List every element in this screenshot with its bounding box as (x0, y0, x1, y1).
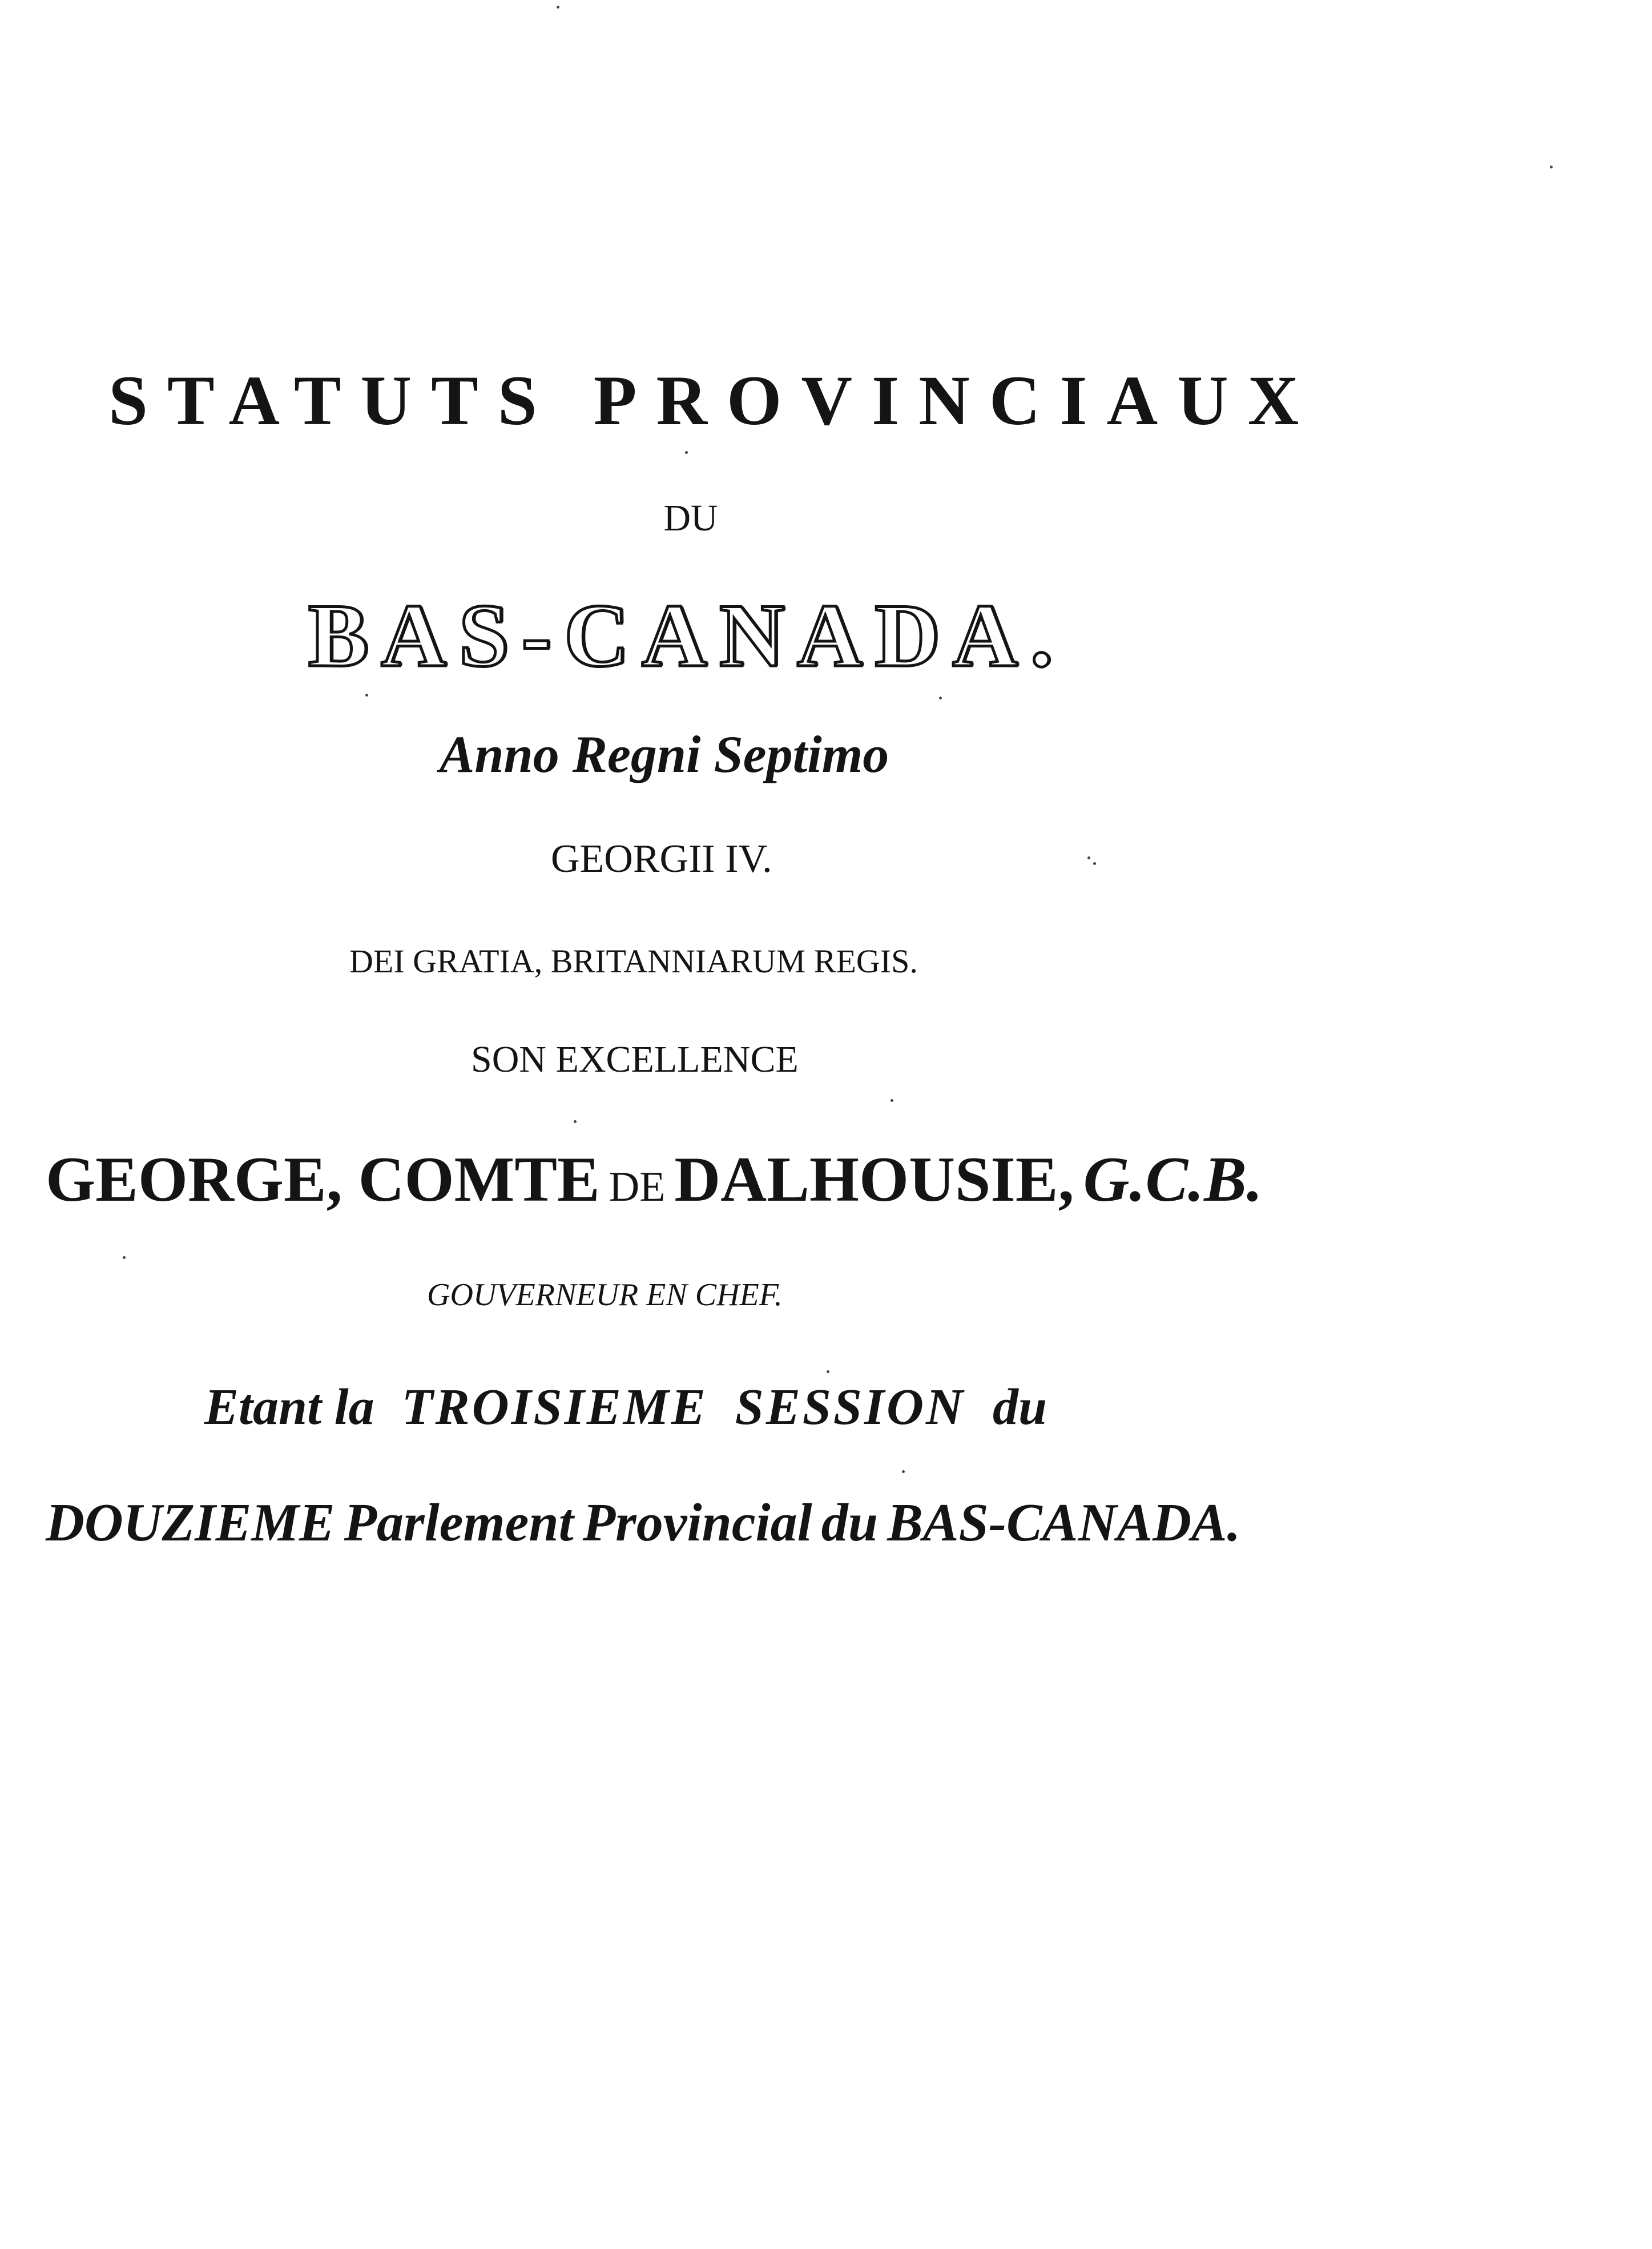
parliament-douzieme: DOUZIEME (46, 1493, 335, 1552)
anno-regni-line: Anno Regni Septimo (440, 725, 889, 783)
georgii-line: GEORGII IV. (551, 837, 772, 881)
print-speck (902, 1470, 905, 1473)
parliament-provincial: Provincial (582, 1493, 812, 1552)
print-speck (685, 451, 688, 454)
print-speck (365, 694, 368, 697)
parliament-line (46, 1493, 1439, 1552)
son-excellence-line: SON EXCELLENCE (471, 1039, 799, 1080)
du-line: DU (663, 497, 718, 539)
print-speck (123, 1256, 126, 1259)
print-speck (827, 1370, 829, 1373)
parliament-parlement: Parlement (344, 1493, 574, 1552)
session-troisieme: TROISIEME (401, 1379, 708, 1435)
print-speck (1550, 166, 1553, 168)
parliament-bas-canada: BAS-CANADA. (887, 1493, 1241, 1552)
print-speck (1087, 856, 1090, 859)
session-line (204, 1379, 1346, 1435)
session-etant: Etant la (204, 1379, 374, 1435)
governor-name: GEORGE, COMTE (46, 1144, 600, 1215)
governor-de: DE (609, 1164, 666, 1210)
governor-name-line (46, 1144, 1439, 1215)
print-speck (939, 697, 942, 699)
governor-dalhousie: DALHOUSIE, (674, 1144, 1074, 1215)
print-speck (891, 1099, 893, 1102)
print-speck (574, 1120, 577, 1123)
session-session: SESSION (735, 1379, 966, 1435)
province-heading: BAS-CANADA. (308, 586, 1066, 686)
print-speck (557, 6, 559, 9)
governor-honours: G.C.B. (1083, 1144, 1263, 1215)
dei-gratia-line: DEI GRATIA, BRITANNIARUM REGIS. (349, 943, 918, 980)
print-speck (1093, 862, 1096, 865)
parliament-du: du (821, 1493, 879, 1552)
session-du: du (993, 1379, 1047, 1435)
gouverneur-line: GOUVERNEUR EN CHEF. (427, 1277, 783, 1313)
page-title: STATUTS PROVINCIAUX (108, 361, 1319, 440)
